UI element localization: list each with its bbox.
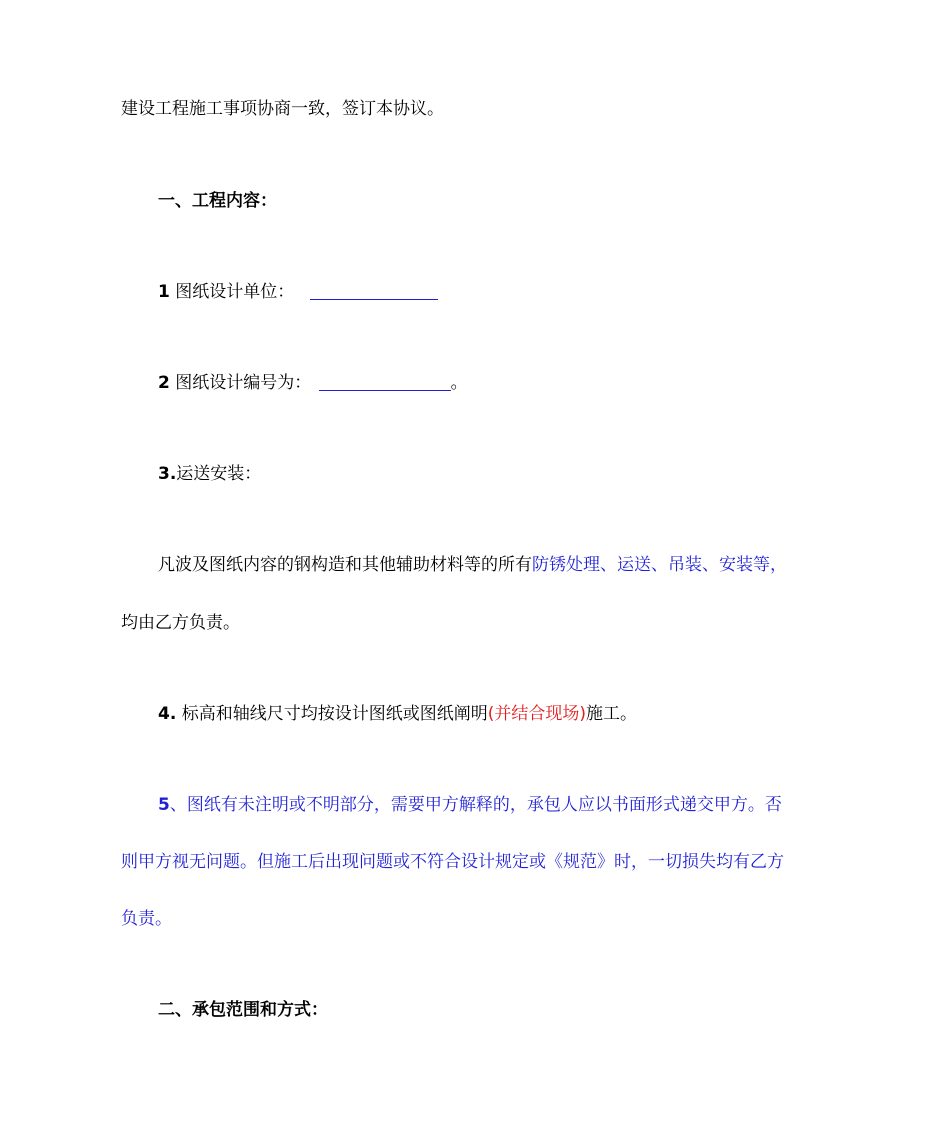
item-3 bbox=[158, 463, 261, 485]
para-1-line-1 bbox=[158, 554, 787, 576]
item-1 bbox=[158, 281, 438, 303]
item-5-text-1: 、图纸有未注明或不明部分，需要甲方解释的，承包人应以书面形式递交甲方。否 bbox=[169, 795, 782, 815]
para-1-text: 凡波及图纸内容的钢构造和其他辅助材料等的所有 bbox=[158, 555, 532, 575]
item-1-number: 1 bbox=[158, 282, 170, 302]
item-4-number: 4. bbox=[158, 704, 177, 724]
item-4 bbox=[158, 703, 637, 725]
item-2-number: 2 bbox=[158, 373, 170, 393]
item-2-suffix: 。 bbox=[450, 373, 468, 393]
para-1-highlight: 防锈处理、运送、吊装、安装等， bbox=[532, 555, 787, 575]
item-2-blank-field bbox=[319, 372, 451, 391]
item-2-label: 图纸设计编号为： bbox=[175, 373, 312, 393]
intro-line: 建设工程施工事项协商一致，签订本协议。 bbox=[121, 99, 444, 119]
item-4-end: 施工。 bbox=[585, 704, 637, 724]
para-1-line-2: 均由乙方负责。 bbox=[121, 613, 240, 633]
item-3-label: 运送安装： bbox=[176, 464, 262, 484]
item-4-text: 标高和轴线尺寸均按设计图纸或图纸阐明 bbox=[181, 704, 488, 724]
item-3-number: 3. bbox=[158, 464, 177, 484]
section-2-heading: 二、承包范围和方式： bbox=[158, 1000, 328, 1020]
item-4-note: (并结合现场) bbox=[487, 704, 586, 724]
section-1-heading: 一、工程内容： bbox=[158, 191, 277, 211]
item-5-number: 5 bbox=[158, 795, 170, 815]
item-1-label: 图纸设计单位： bbox=[175, 282, 295, 302]
item-5-line-2: 则甲方视无问题。但施工后出现问题或不符合设计规定或《规范》时，一切损失均有乙方 bbox=[121, 852, 784, 872]
item-1-blank-field bbox=[310, 281, 438, 300]
item-5-line-1 bbox=[158, 794, 782, 816]
item-5-line-3: 负责。 bbox=[121, 909, 172, 929]
item-2 bbox=[158, 372, 468, 394]
